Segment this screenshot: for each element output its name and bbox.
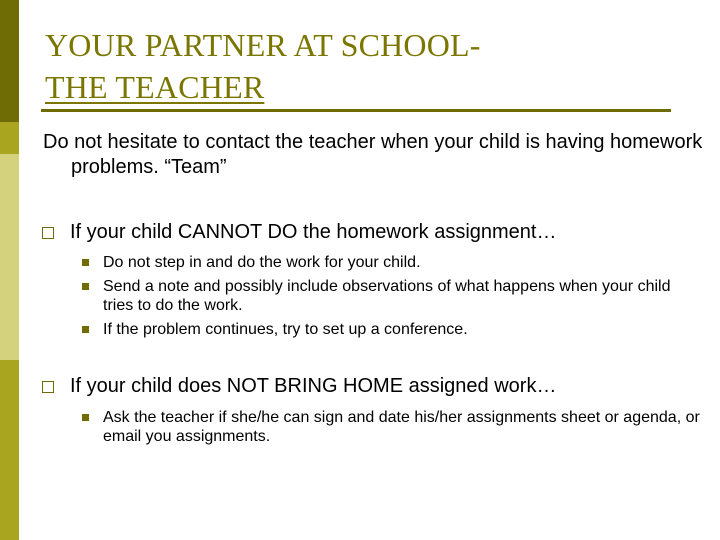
list-item <box>82 320 702 339</box>
not-bring-home-sublist <box>82 408 702 451</box>
list-item-text: Send a note and possibly include observations of what happens when your child tries to do the work. <box>103 278 671 314</box>
sidebar-band-dark <box>0 0 19 122</box>
list-item-text: Ask the teacher if she/he can sign and date his/her assignments sheet or agenda, or email you assignments. <box>103 409 700 445</box>
slide-title <box>45 24 481 108</box>
intro-text: Do not hesitate to contact the teacher when your child is having homework problems. “Team” <box>43 131 703 178</box>
bullet-cannot-do-text: If your child CANNOT DO the homework assignment… <box>70 221 557 243</box>
slide-title-line-2: THE TEACHER <box>45 69 265 105</box>
square-bullet-icon <box>82 414 89 421</box>
cannot-do-sublist <box>82 253 702 344</box>
square-bullet-icon <box>82 259 89 266</box>
list-item <box>82 408 702 446</box>
list-item <box>82 253 702 272</box>
title-divider <box>41 109 671 112</box>
sidebar-band-mid-lower <box>0 360 19 540</box>
list-item <box>82 277 702 315</box>
list-item-text: Do not step in and do the work for your child. <box>103 254 421 271</box>
list-item-text: If the problem continues, try to set up a conference. <box>103 321 468 338</box>
hollow-square-bullet-icon <box>42 227 54 239</box>
sidebar-band-light <box>0 154 19 360</box>
square-bullet-icon <box>82 326 89 333</box>
sidebar-band-mid <box>0 122 19 154</box>
bullet-not-bring-home-text: If your child does NOT BRING HOME assigned work… <box>70 375 557 397</box>
square-bullet-icon <box>82 283 89 290</box>
hollow-square-bullet-icon <box>42 381 54 393</box>
slide-title-line-1: YOUR PARTNER AT SCHOOL- <box>45 27 481 63</box>
